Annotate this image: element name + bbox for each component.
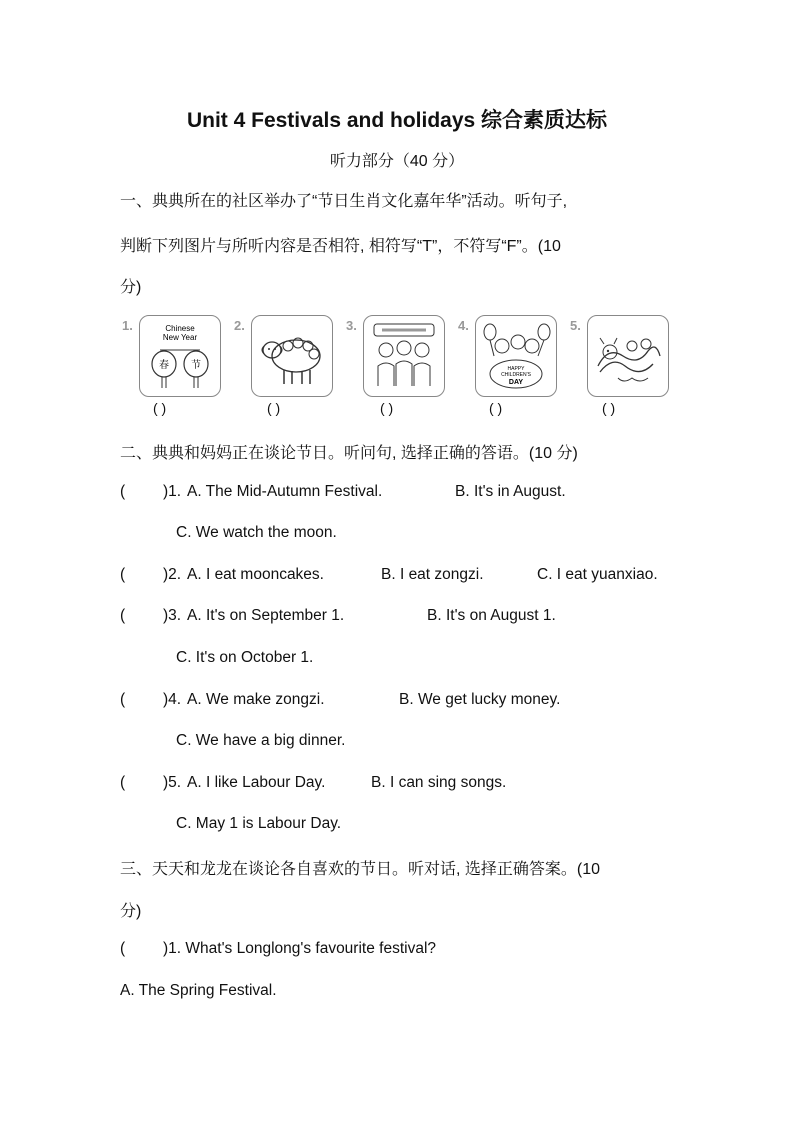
option-b: B. We get lucky money.: [399, 691, 561, 708]
option-c: C. We have a big dinner.: [176, 732, 346, 749]
picture-2-sheep: [251, 315, 333, 397]
picture-text: 春: [159, 360, 169, 371]
picture-text: New Year: [162, 333, 198, 342]
childrens-day-icon: [476, 316, 556, 396]
option-a: A. I like Labour Day.: [187, 774, 326, 791]
option-b: B. I can sing songs.: [371, 774, 507, 791]
question-number: )5.: [163, 774, 182, 791]
answer-blank[interactable]: ( ): [380, 400, 394, 416]
question-number: )4.: [163, 691, 182, 708]
picture-text: DAY: [508, 379, 524, 386]
section2-heading: 二、典典和妈妈正在谈论节日。听问句, 选择正确的答语。(10 分): [120, 445, 578, 462]
option-b: B. I eat zongzi.: [381, 566, 484, 583]
picture-number: 1.: [122, 318, 133, 333]
picture-number: 5.: [570, 318, 581, 333]
answer-paren[interactable]: (: [120, 483, 126, 500]
section1-line1: 一、典典所在的社区举办了“节日生肖文化嘉年华”活动。听句子,: [120, 193, 568, 210]
question-text: )1. What's Longlong's favourite festival?: [163, 940, 437, 957]
option-a: A. We make zongzi.: [187, 691, 325, 708]
option-c: C. We watch the moon.: [176, 524, 337, 541]
answer-blank[interactable]: ( ): [602, 400, 616, 416]
answer-paren[interactable]: (: [120, 774, 126, 791]
answer-blank[interactable]: ( ): [267, 400, 281, 416]
option-c: C. It's on October 1.: [176, 649, 314, 666]
answer-paren[interactable]: (: [120, 607, 126, 624]
picture-text: CHILDREN'S: [501, 372, 531, 378]
question-number: )3.: [163, 607, 182, 624]
option-a: A. I eat mooncakes.: [187, 566, 324, 583]
children-banner-icon: [364, 316, 444, 396]
dragon-icon: [588, 316, 668, 396]
lantern-icon: [140, 316, 220, 396]
picture-number: 3.: [346, 318, 357, 333]
section1-line3: 分): [120, 279, 142, 296]
picture-number: 4.: [458, 318, 469, 333]
answer-paren[interactable]: (: [120, 566, 126, 583]
option-a: A. The Mid-Autumn Festival.: [187, 483, 383, 500]
picture-3-children: [363, 315, 445, 397]
picture-text: HAPPY: [507, 366, 525, 372]
option-c: C. I eat yuanxiao.: [537, 566, 658, 583]
picture-4-childrens-day: [475, 315, 557, 397]
picture-number: 2.: [234, 318, 245, 333]
answer-blank[interactable]: ( ): [153, 400, 167, 416]
option-b: B. It's in August.: [455, 483, 566, 500]
option-c: C. May 1 is Labour Day.: [176, 815, 342, 832]
question-number: )1.: [163, 483, 182, 500]
answer-blank[interactable]: ( ): [489, 400, 503, 416]
picture-5-dragon: [587, 315, 669, 397]
section3-line1: 三、天天和龙龙在谈论各自喜欢的节日。听对话, 选择正确答案。(10: [120, 861, 601, 878]
option-a: A. The Spring Festival.: [120, 982, 277, 999]
section1-line2: 判断下列图片与所听内容是否相符, 相符写“T”，不符写“F”。(10: [120, 238, 561, 255]
picture-text: 节: [191, 360, 201, 371]
picture-text: Chinese: [165, 324, 195, 333]
page-subtitle: 听力部分（40 分）: [329, 153, 465, 170]
answer-paren[interactable]: (: [120, 940, 126, 957]
section3-line2: 分): [120, 903, 142, 920]
page-title: Unit 4 Festivals and holidays 综合素质达标: [186, 109, 608, 132]
sheep-icon: [252, 316, 332, 396]
picture-1-lanterns: [139, 315, 221, 397]
option-b: B. It's on August 1.: [427, 607, 556, 624]
answer-paren[interactable]: (: [120, 691, 126, 708]
question-number: )2.: [163, 566, 182, 583]
option-a: A. It's on September 1.: [187, 607, 345, 624]
